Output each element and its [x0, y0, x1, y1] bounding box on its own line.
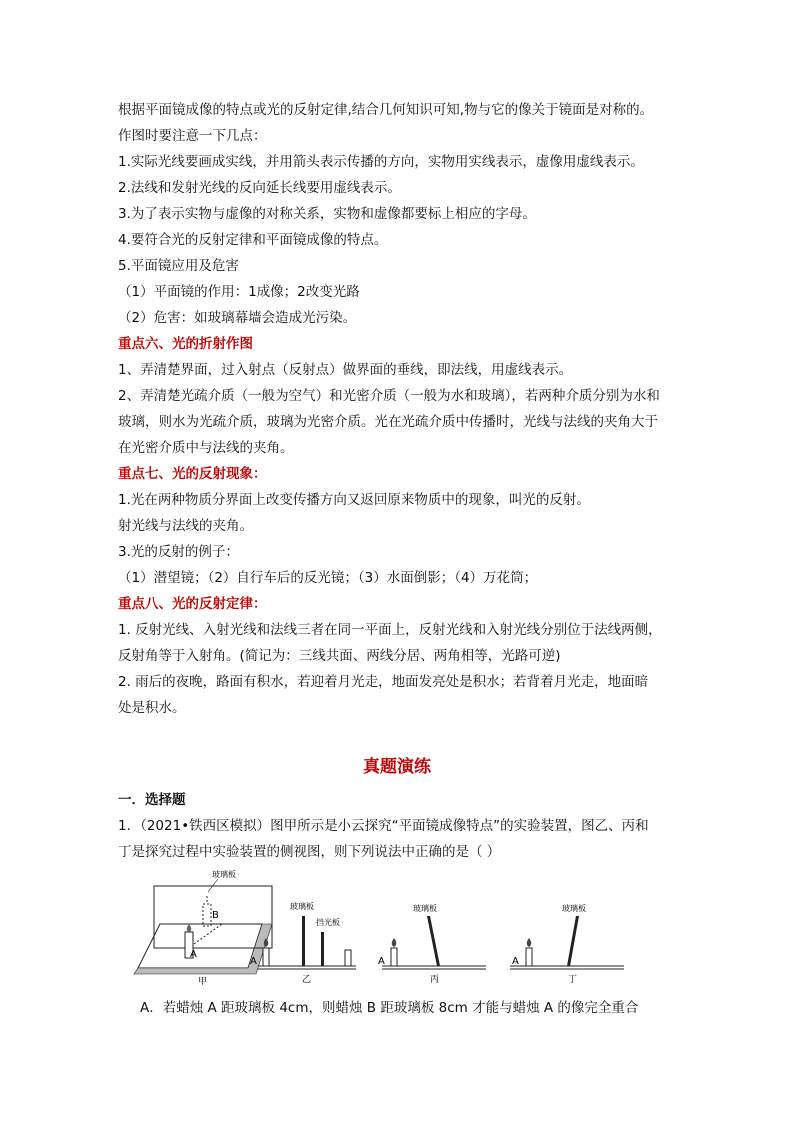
text-line: （2）危害：如玻璃幕墙会造成光污染。 — [118, 310, 357, 326]
text-line: 1.实际光线要画成实线，并用箭头表示传播的方向，实物用实线表示，虚像用虚线表示。 — [118, 154, 644, 170]
text-line: 射光线与法线的夹角。 — [118, 518, 253, 534]
section-heading: 重点六、光的折射作图 — [118, 336, 253, 352]
text-line: 5.平面镜应用及危害 — [118, 258, 239, 274]
glass-label-yi: 玻璃板 — [290, 902, 314, 911]
glass-board-yi — [302, 916, 305, 966]
text-line: 1.光在两种物质分界面上改变传播方向又返回原来物质中的现象，叫光的反射。 — [118, 492, 590, 508]
screen-label-yi: 挡光板 — [316, 918, 340, 927]
section-heading: 重点八、光的反射定律： — [118, 596, 267, 612]
text-line: 2. 雨后的夜晚，路面有积水，若迎着月光走，地面发亮处是积水；若背着月光走，地面暗 — [118, 674, 649, 690]
option-a: A．若蜡烛 A 距玻璃板 4cm，则蜡烛 B 距玻璃板 8cm 才能与蜡烛 A 的像完全重合 — [140, 1000, 639, 1016]
text-line: （1）平面镜的作用：1成像；2改变光路 — [118, 284, 360, 300]
caption-ding: 丁 — [568, 975, 578, 985]
label-a-yi: A — [250, 956, 257, 967]
light-shield-yi — [321, 932, 324, 966]
text-line: 作图时要注意一下几点： — [118, 128, 267, 144]
question-line-1: 1．（2021•铁西区模拟）图甲所示是小云探究“平面镜成像特点”的实验装置，图乙、丙和 — [118, 818, 649, 834]
label-a-bing: A — [378, 956, 385, 967]
text-line: 根据平面镜成像的特点或光的反射定律,结合几何知识可知,物与它的像关于镜面是对称的。 — [118, 102, 654, 118]
table-plane — [138, 924, 262, 968]
text-line: 处是积水。 — [118, 700, 186, 716]
caption-jia: 甲 — [198, 977, 208, 987]
glass-board-ding — [567, 916, 579, 966]
text-line: 2.法线和发射光线的反向延长线要用虚线表示。 — [118, 180, 401, 196]
caption-bing: 丙 — [430, 975, 440, 985]
text-line: 3.为了表示实物与虚像的对称关系，实物和虚像都要标上相应的字母。 — [118, 206, 536, 222]
candle-a-bing — [391, 948, 397, 966]
text-line: 在光密介质中与法线的夹角。 — [118, 440, 294, 456]
label-a-ding: A — [512, 956, 519, 967]
figure-bing — [378, 903, 486, 985]
figure-yi — [250, 901, 356, 985]
text-line: 玻璃，则水为光疏介质，玻璃为光密介质。光在光疏介质中传播时，光线与法线的夹角大于 — [118, 414, 658, 430]
label-b-jia: B — [212, 910, 219, 921]
candle-b-yi — [345, 950, 351, 966]
candle-flame-ding-icon — [527, 938, 532, 947]
section-title: 真题演练 — [363, 757, 431, 777]
candle-a-ding — [526, 948, 532, 966]
text-line: 反射角等于入射角。(简记为：三线共面、两线分居、两角相等，光路可逆) — [118, 648, 561, 664]
figure-ding — [510, 903, 624, 985]
figure-jia — [134, 869, 272, 987]
section-heading: 重点七、光的反射现象： — [118, 466, 267, 482]
text-line: 3.光的反射的例子： — [118, 544, 239, 560]
candle-a-yi — [263, 948, 269, 966]
glass-label-bing: 玻璃板 — [413, 904, 437, 913]
glass-board-bing — [427, 916, 440, 966]
text-line: 1、弄清楚界面，过入射点（反射点）做界面的垂线，即法线，用虚线表示。 — [118, 362, 573, 378]
text-line: 2、弄清楚光疏介质（一般为空气）和光密介质（一般为水和玻璃），若两种介质分别为水和 — [118, 388, 660, 404]
caption-yi: 乙 — [302, 975, 312, 985]
text-line: 1. 反射光线、入射光线和法线三者在同一平面上，反射光线和入射光线分别位于法线两侧， — [118, 622, 662, 638]
question-line-2: 丁是探究过程中实验装置的侧视图，则下列说法中正确的是（ ） — [118, 844, 501, 860]
label-a-jia: A — [190, 949, 197, 960]
candle-a-flame-icon — [187, 924, 192, 932]
experiment-figure — [130, 864, 630, 994]
text-line: （1）潜望镜；（2）自行车后的反光镜；（3）水面倒影；（4）万花筒； — [118, 570, 538, 586]
candle-b — [203, 904, 211, 926]
candle-flame-bing-icon — [392, 938, 397, 947]
text-line: 4.要符合光的反射定律和平面镜成像的特点。 — [118, 232, 388, 248]
choice-section-heading: 一．选择题 — [118, 792, 186, 808]
glass-label-jia: 玻璃板 — [212, 870, 236, 879]
glass-label-ding: 玻璃板 — [562, 904, 586, 913]
